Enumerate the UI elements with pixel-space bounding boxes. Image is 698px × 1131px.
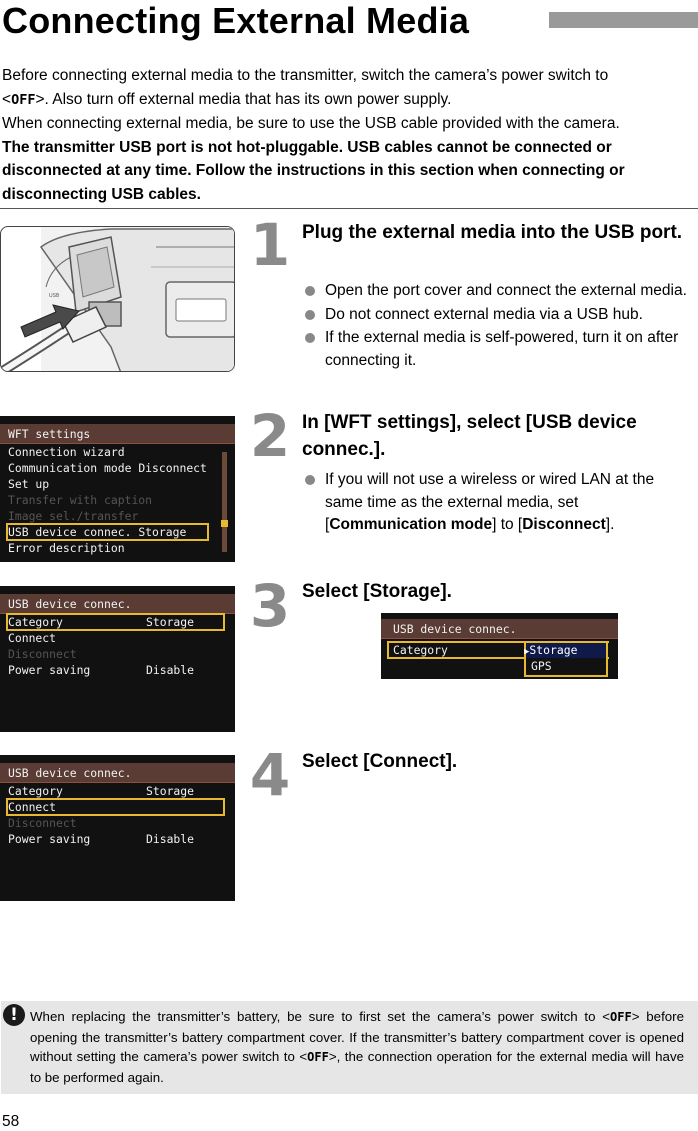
list-item: Open the port cover and connect the external media. [304,280,688,303]
intro-warning: The transmitter USB port is not hot-pluggable. USB cables cannot be connected or disconnected at any time. Follow the instructions in this section when connecting or disconnecting USB cables. [2,138,625,203]
menu-item-value: Disable [146,663,195,677]
menu-item-power-saving: Power saving Disable [8,832,195,846]
selection-highlight [6,523,209,541]
intro-paragraph-1: Before connecting external media to the transmitter, switch the camera’s power switch to <OFF>. Also turn off external media that has its own power supply. [2,67,609,108]
triangle-right-icon: ▶ [524,647,530,657]
step-1-bullets [304,280,688,373]
menu-item-transfer-with-caption: Transfer with caption [8,493,153,507]
page-title: Connecting External Media [2,0,470,41]
option-storage: ▶Storage [524,643,578,657]
menu-item-usb-device-connec: USB device connec. Storage [8,525,187,539]
list-item: If you will not use a wireless or wired LAN at the same time as the external media, set [Communication mode] to [Disconnect]. [304,469,688,537]
menu-item-disconnect: Disconnect [8,816,77,830]
menu-item-communication-mode: Communication mode Disconnect [8,461,207,475]
section-divider [0,208,698,209]
page-number: 58 [2,1113,20,1130]
menu-item-value: Storage [138,525,187,539]
menu-item-value: Storage [146,615,195,629]
step-2-title: In [WFT settings], select [USB device connec.]. [302,412,637,460]
menu-item-connection-wizard: Connection wizard [8,445,125,459]
menu-item-value: Storage [146,784,195,798]
usb-device-connec-screen-connect [0,755,235,901]
menu-item-value: Disconnect [138,461,207,475]
step-2-bullets [304,469,688,538]
caution-box [1,1001,698,1094]
off-symbol: OFF [11,91,36,108]
list-item: If the external media is self-powered, turn it on after connecting it. [304,327,688,372]
menu-item-category: Category Storage [8,784,195,798]
menu-item-set-up: Set up [8,477,50,491]
menu-item-disconnect: Disconnect [8,647,77,661]
step-3-number: 3 [249,572,291,640]
wft-settings-screen [0,416,235,562]
intro-paragraph-2: When connecting external media, be sure to use the USB cable provided with the camera. [2,115,620,132]
category-option-popup [381,613,618,679]
option-gps: GPS [531,659,552,673]
step-4-number: 4 [249,741,291,809]
bullet-icon [305,310,315,320]
list-item: Do not connect external media via a USB hub. [304,304,688,327]
step-4-title: Select [Connect]. [302,751,458,772]
bullet-icon [305,475,315,485]
usb-device-connec-screen-category [0,586,235,732]
caution-text: When replacing the transmitter’s battery, be sure to first set the camera’s power switch to <OFF> before opening the transmitter’s battery compartment cover. If the transmitter’s battery compartment cover is opened without setting the camera’s power switch to <OFF>, the connection operation for the external media will have to be performed again. [30,1009,684,1085]
screen-header: USB device connec. [0,763,235,783]
camera-usb-port-illustration [0,226,235,372]
selection-highlight [6,613,225,631]
off-symbol: OFF [307,1050,329,1064]
selection-highlight [6,798,225,816]
menu-item-category: Category [393,643,448,657]
menu-item-connect: Connect [8,800,57,814]
menu-item-category: Category Storage [8,615,195,629]
menu-item-value: Disable [146,832,195,846]
step-3-title: Select [Storage]. [302,581,452,602]
screen-header: WFT settings [0,424,235,444]
menu-item-image-sel-transfer: Image sel./transfer [8,509,139,523]
bullet-icon [305,286,315,296]
screen-header: USB device connec. [381,619,618,639]
step-1-number: 1 [249,211,291,279]
svg-text:USB: USB [49,293,60,299]
scrollbar [222,452,227,552]
intro-text [2,64,692,206]
step-2-number: 2 [249,402,291,470]
menu-item-error-description: Error description [8,541,125,555]
title-decoration-bar [549,12,698,28]
menu-item-power-saving: Power saving Disable [8,663,195,677]
menu-item-connect: Connect [8,631,57,645]
scrollbar-thumb [221,520,228,527]
step-1-title: Plug the external media into the USB port. [302,222,683,243]
exclamation-icon: ! [3,1004,25,1026]
off-symbol: OFF [610,1010,632,1024]
bullet-icon [305,333,315,343]
screen-header: USB device connec. [0,594,235,614]
